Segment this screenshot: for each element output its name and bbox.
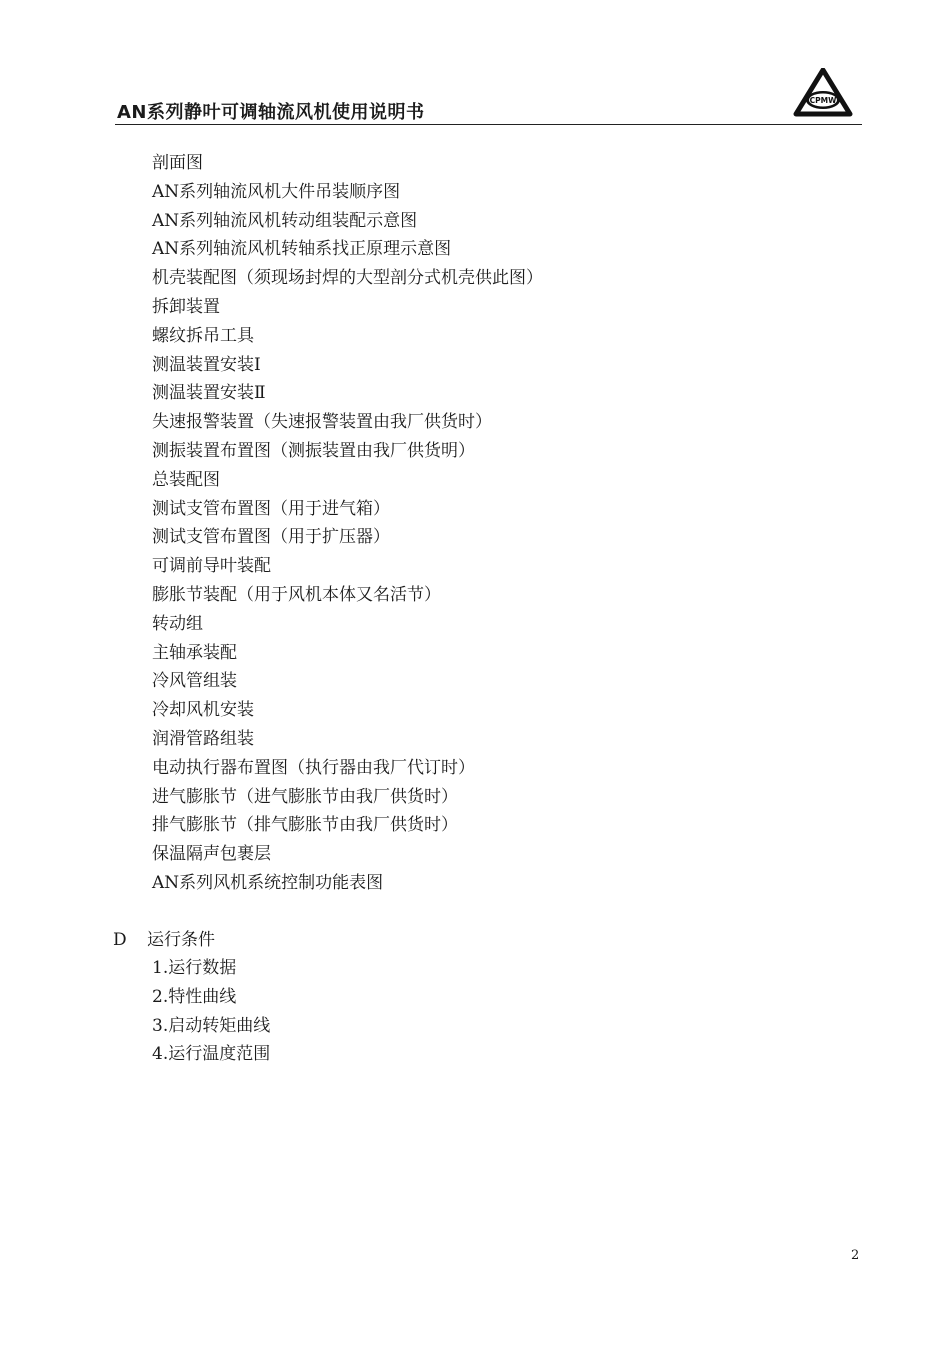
section-letter: D bbox=[113, 930, 127, 950]
document-title: AN系列静叶可调轴流风机使用说明书 bbox=[117, 102, 425, 123]
list-item: AN系列轴流风机转动组装配示意图 bbox=[152, 210, 418, 231]
list-item: 2.特性曲线 bbox=[152, 986, 237, 1007]
list-item: 螺纹拆吊工具 bbox=[152, 325, 254, 346]
section-d-heading bbox=[113, 926, 215, 955]
list-item: 保温隔声包裹层 bbox=[152, 844, 271, 865]
list-item: 主轴承装配 bbox=[152, 642, 237, 663]
list-item: 排气膨胀节（排气膨胀节由我厂供货时） bbox=[152, 815, 458, 836]
page-number: 2 bbox=[851, 1248, 860, 1263]
list-item: AN系列轴流风机转轴系找正原理示意图 bbox=[152, 239, 452, 260]
list-item: 1.运行数据 bbox=[152, 958, 237, 978]
page-header bbox=[115, 94, 862, 125]
list-item: 测温装置安装Ⅰ bbox=[152, 354, 261, 375]
section-d-list bbox=[152, 954, 270, 1069]
company-logo bbox=[792, 68, 854, 118]
list-item: 电动执行器布置图（执行器由我厂代订时） bbox=[152, 757, 475, 778]
list-item: 测振装置布置图（测振装置由我厂供货明） bbox=[152, 440, 475, 461]
list-item: 测试支管布置图（用于进气箱） bbox=[152, 498, 390, 519]
svg-text:CPMW: CPMW bbox=[809, 96, 837, 105]
list-item: 3.启动转矩曲线 bbox=[152, 1015, 271, 1036]
list-item: 膨胀节装配（用于风机本体又名活节） bbox=[152, 584, 441, 605]
list-item: 润滑管路组装 bbox=[152, 728, 254, 749]
list-item: 测温装置安装Ⅱ bbox=[152, 383, 266, 404]
list-item: AN系列风机系统控制功能表图 bbox=[152, 872, 384, 893]
list-item: 失速报警装置（失速报警装置由我厂供货时） bbox=[152, 412, 492, 433]
list-item: 总装配图 bbox=[152, 469, 220, 490]
list-item: 可调前导叶装配 bbox=[152, 556, 271, 577]
list-item: 测试支管布置图（用于扩压器） bbox=[152, 527, 390, 548]
list-item: 冷风管组装 bbox=[152, 671, 237, 692]
list-item: AN系列轴流风机大件吊装顺序图 bbox=[152, 181, 401, 202]
list-item: 转动组 bbox=[152, 613, 203, 634]
drawings-list bbox=[152, 149, 543, 898]
list-item: 进气膨胀节（进气膨胀节由我厂供货时） bbox=[152, 786, 458, 807]
list-item: 剖面图 bbox=[152, 153, 203, 173]
list-item: 4.运行温度范围 bbox=[152, 1044, 271, 1065]
section-title: 运行条件 bbox=[147, 930, 215, 950]
list-item: 冷却风机安装 bbox=[152, 700, 254, 721]
list-item: 拆卸装置 bbox=[152, 296, 220, 317]
list-item: 机壳装配图（须现场封焊的大型剖分式机壳供此图） bbox=[152, 268, 543, 289]
